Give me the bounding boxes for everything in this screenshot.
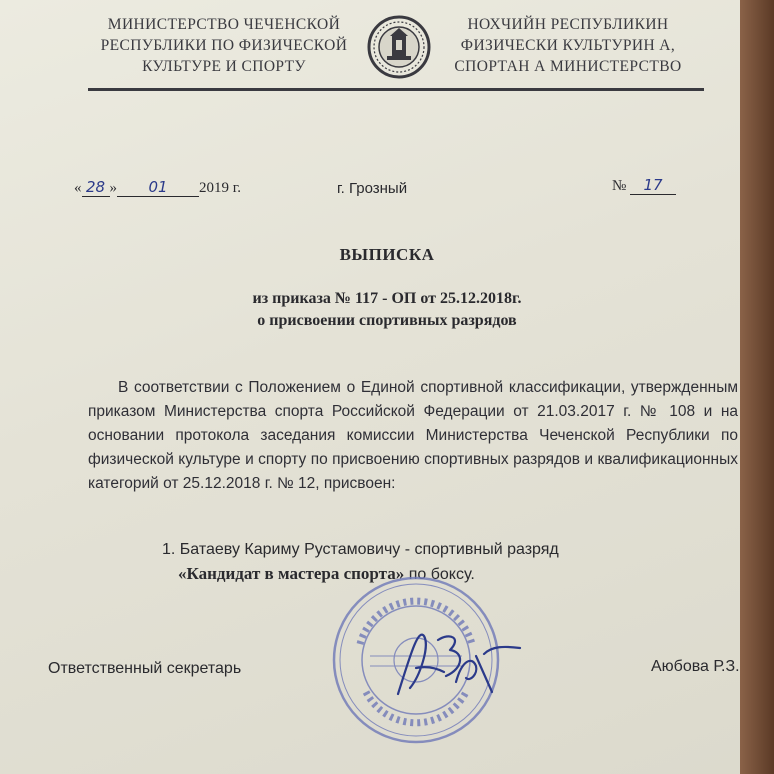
date-month: 01 [117,178,199,197]
document-subtitle [0,288,774,332]
body-paragraph: В соответствии с Положением о Единой спортивной классификации, утвержденным приказом Министерства спорта Российской Федерации от 21.03.2017 г. № 108 и на основании протокола заседания комиссии Министерства Чеченской Республики по физической культуре и спорту по присвоению спортивных разрядов и квалификационных категорий от 25.12.2018 г. № 12, присвоен: [88,379,738,492]
item-rank: «Кандидат в мастера спорта» [178,564,405,583]
document-city: г. Грозный [337,180,408,197]
signatory-name: Аюбова Р.З. [651,658,740,675]
document-number [612,176,676,195]
item-text: Батаеву Кариму Рустамовичу - спортивный разряд [179,541,559,558]
date-year: 2019 г. [199,180,241,196]
header-right-line: ФИЗИЧЕСКИ КУЛЬТУРИН А, [460,37,676,54]
header-left-line: КУЛЬТУРЕ И СПОРТУ [142,58,306,75]
date-day: 28 [82,178,110,197]
table-edge [740,0,774,774]
date-quote: » [109,180,117,196]
subtitle-line: из приказа № 117 - ОП от 25.12.2018г. [252,290,522,307]
header-left-line: МИНИСТЕРСТВО ЧЕЧЕНСКОЙ [107,16,341,33]
signature-icon [380,616,530,706]
header-ministry-ru [74,14,374,77]
subtitle-line: о присвоении спортивных разрядов [257,312,517,329]
date-quote: « [74,180,82,196]
header-right-line: СПОРТАН А МИНИСТЕРСТВО [454,58,682,75]
signatory-role: Ответственный секретарь [48,660,242,677]
document-body [88,376,738,496]
item-number: 1. [162,541,176,558]
header-divider [88,88,704,91]
document-date [74,178,241,197]
number-label: № [612,178,627,194]
header-left-line: РЕСПУБЛИКИ ПО ФИЗИЧЕСКОЙ [100,37,348,54]
item-sport: по боксу. [408,566,475,583]
header-ministry-ce [418,14,718,77]
page-title: ВЫПИСКА [339,245,435,264]
header-right-line: НОХЧИЙН РЕСПУБЛИКИН [467,16,669,33]
number-value: 17 [630,176,676,195]
